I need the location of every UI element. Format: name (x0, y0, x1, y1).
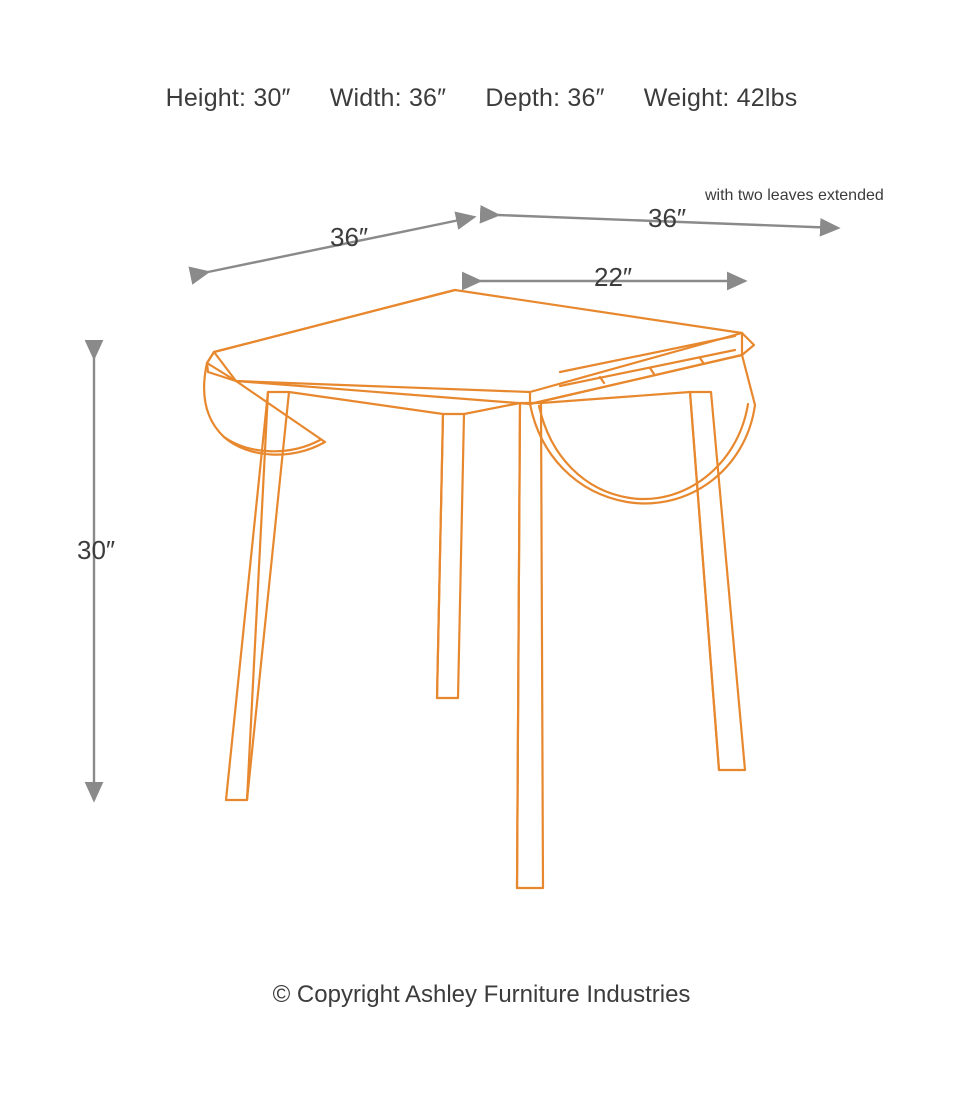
dimension-arrows (94, 215, 838, 800)
spec-height: Height: 30″ (165, 84, 291, 112)
spec-weight: Weight: 42lbs (643, 84, 798, 112)
copyright-text: © Copyright Ashley Furniture Industries (272, 981, 691, 1008)
spec-depth: Depth: 36″ (485, 84, 605, 112)
dimension-label-height: 30″ (77, 535, 116, 565)
dimension-label-width-extended: 36″ (648, 203, 687, 233)
table-outline (204, 290, 755, 888)
dimension-label-depth: 36″ (330, 222, 369, 252)
dimension-label-top-width: 22″ (594, 262, 633, 292)
leaves-extended-note: with two leaves extended (705, 187, 884, 204)
spec-width: Width: 36″ (329, 84, 447, 112)
